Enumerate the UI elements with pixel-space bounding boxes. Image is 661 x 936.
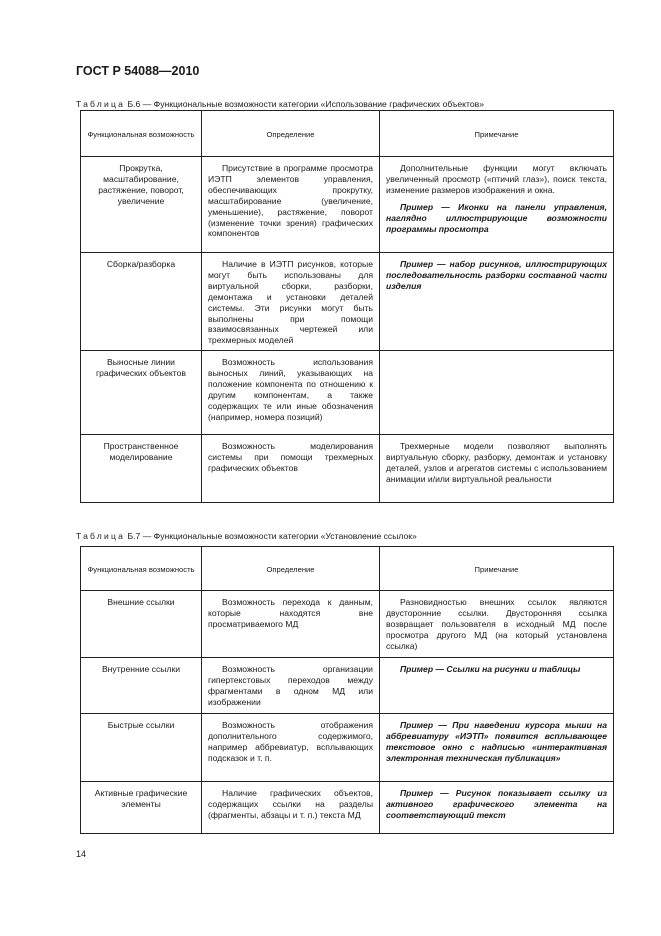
feature-cell: Прокрутка, масштабирование, растяжение, поворот, увеличение xyxy=(81,157,202,253)
note-cell xyxy=(380,351,614,435)
feature-cell: Выносные линии графических объектов xyxy=(81,351,202,435)
table-b7 xyxy=(80,546,614,834)
feature-cell: Пространственное моделирование xyxy=(81,435,202,503)
header-feature: Функциональная возможность xyxy=(81,547,202,591)
header-definition: Определение xyxy=(202,547,380,591)
table-row xyxy=(81,157,614,253)
table-row xyxy=(81,591,614,658)
note-cell: Разновидностью внешних ссылок являются двусторонние ссылки. Двусторонняя ссылка возвращает пользователя в исходный МД после просмотра другого МД (на который установлена ссылка) xyxy=(380,591,614,658)
caption-word: Таблица xyxy=(76,99,126,109)
note-cell xyxy=(380,714,614,782)
definition-cell: Наличие графических объектов, содержащих ссылки на разделы (фрагменты, абзацы и т. п.) текста МД xyxy=(202,782,380,834)
feature-cell: Сборка/разборка xyxy=(81,253,202,351)
example-text: Пример — При наведении курсора мыши на аббревиатуру «ИЭТП» появится всплывающее текстовое окно с надписью «интерактивная электронная техническая публикация» xyxy=(386,720,607,763)
table-row xyxy=(81,351,614,435)
example-text: Пример — набор рисунков, иллюстрирующих последовательность разборки составной части изделия xyxy=(386,259,607,291)
definition-cell: Возможность моделирования системы при помощи трехмерных графических объектов xyxy=(202,435,380,503)
note-cell xyxy=(380,157,614,253)
header-definition: Определение xyxy=(202,111,380,157)
feature-cell: Быстрые ссылки xyxy=(81,714,202,782)
example-text: Пример — Ссылки на рисунки и таблицы xyxy=(400,664,581,674)
table-row xyxy=(81,658,614,714)
page-number: 14 xyxy=(76,849,87,859)
table-b6 xyxy=(80,110,614,503)
header-note: Примечание xyxy=(380,547,614,591)
note-cell: Трехмерные модели позволяют выполнять виртуальную сборку, разборку, демонтаж и установку деталей, узлов и агрегатов системы с использованием анимации и/или виртуальной реальности xyxy=(380,435,614,503)
definition-cell: Возможность отображения дополнительного содержимого, например аббревиатур, всплывающих подсказок и т. п. xyxy=(202,714,380,782)
note-cell xyxy=(380,658,614,714)
table-b6-caption xyxy=(76,99,484,109)
table-row xyxy=(81,253,614,351)
header-note: Примечание xyxy=(380,111,614,157)
definition-cell: Возможность организации гипертекстовых переходов между фрагментами в одном МД или изображении xyxy=(202,658,380,714)
table-row xyxy=(81,782,614,834)
note-cell xyxy=(380,253,614,351)
table-row xyxy=(81,714,614,782)
definition-cell: Присутствие в программе просмотра ИЭТП элементов управления, обеспечивающих прокрутку, масштабирование (увеличение, уменьшение), растяжение, поворот (изменение точки зрения) графических компонентов xyxy=(202,157,380,253)
header-feature: Функциональная возможность xyxy=(81,111,202,157)
feature-cell: Активные графические элементы xyxy=(81,782,202,834)
definition-cell: Возможность использования выносных линий, указывающих на положение компонента по отношению к другим компонентам, а также содержащих те или иные обозначения (например, номера позиций) xyxy=(202,351,380,435)
caption-word: Таблица xyxy=(76,531,126,541)
table-header-row xyxy=(81,547,614,591)
table-header-row xyxy=(81,111,614,157)
table-b7-caption xyxy=(76,531,417,541)
table-row xyxy=(81,435,614,503)
caption-text: Б.6 — Функциональные возможности категории «Использование графических объектов» xyxy=(127,99,484,109)
caption-text: Б.7 — Функциональные возможности категории «Установление ссылок» xyxy=(127,531,417,541)
example-text: Пример — Иконки на панели управления, наглядно иллюстрирующие возможности программы просмотра xyxy=(386,201,607,234)
note-text: Дополнительные функции могут включать увеличенный просмотр («птичий глаз»), поиск текста, изменение размеров изображения и окна. xyxy=(386,163,607,195)
note-cell xyxy=(380,782,614,834)
definition-cell: Возможность перехода к данным, которые находятся вне просматриваемого МД xyxy=(202,591,380,658)
feature-cell: Внутренние ссылки xyxy=(81,658,202,714)
definition-cell: Наличие в ИЭТП рисунков, которые могут быть использованы для виртуальной сборки, разборки, демонтажа и установки деталей системы. Эти рисунки могут быть выполнены при помощи взаимосвязанных чертежей или трехмерных моделей xyxy=(202,253,380,351)
feature-cell: Внешние ссылки xyxy=(81,591,202,658)
document-code: ГОСТ Р 54088—2010 xyxy=(76,64,200,78)
example-text: Пример — Рисунок показывает ссылку из активного графического элемента на соответствующий текст xyxy=(386,788,607,820)
